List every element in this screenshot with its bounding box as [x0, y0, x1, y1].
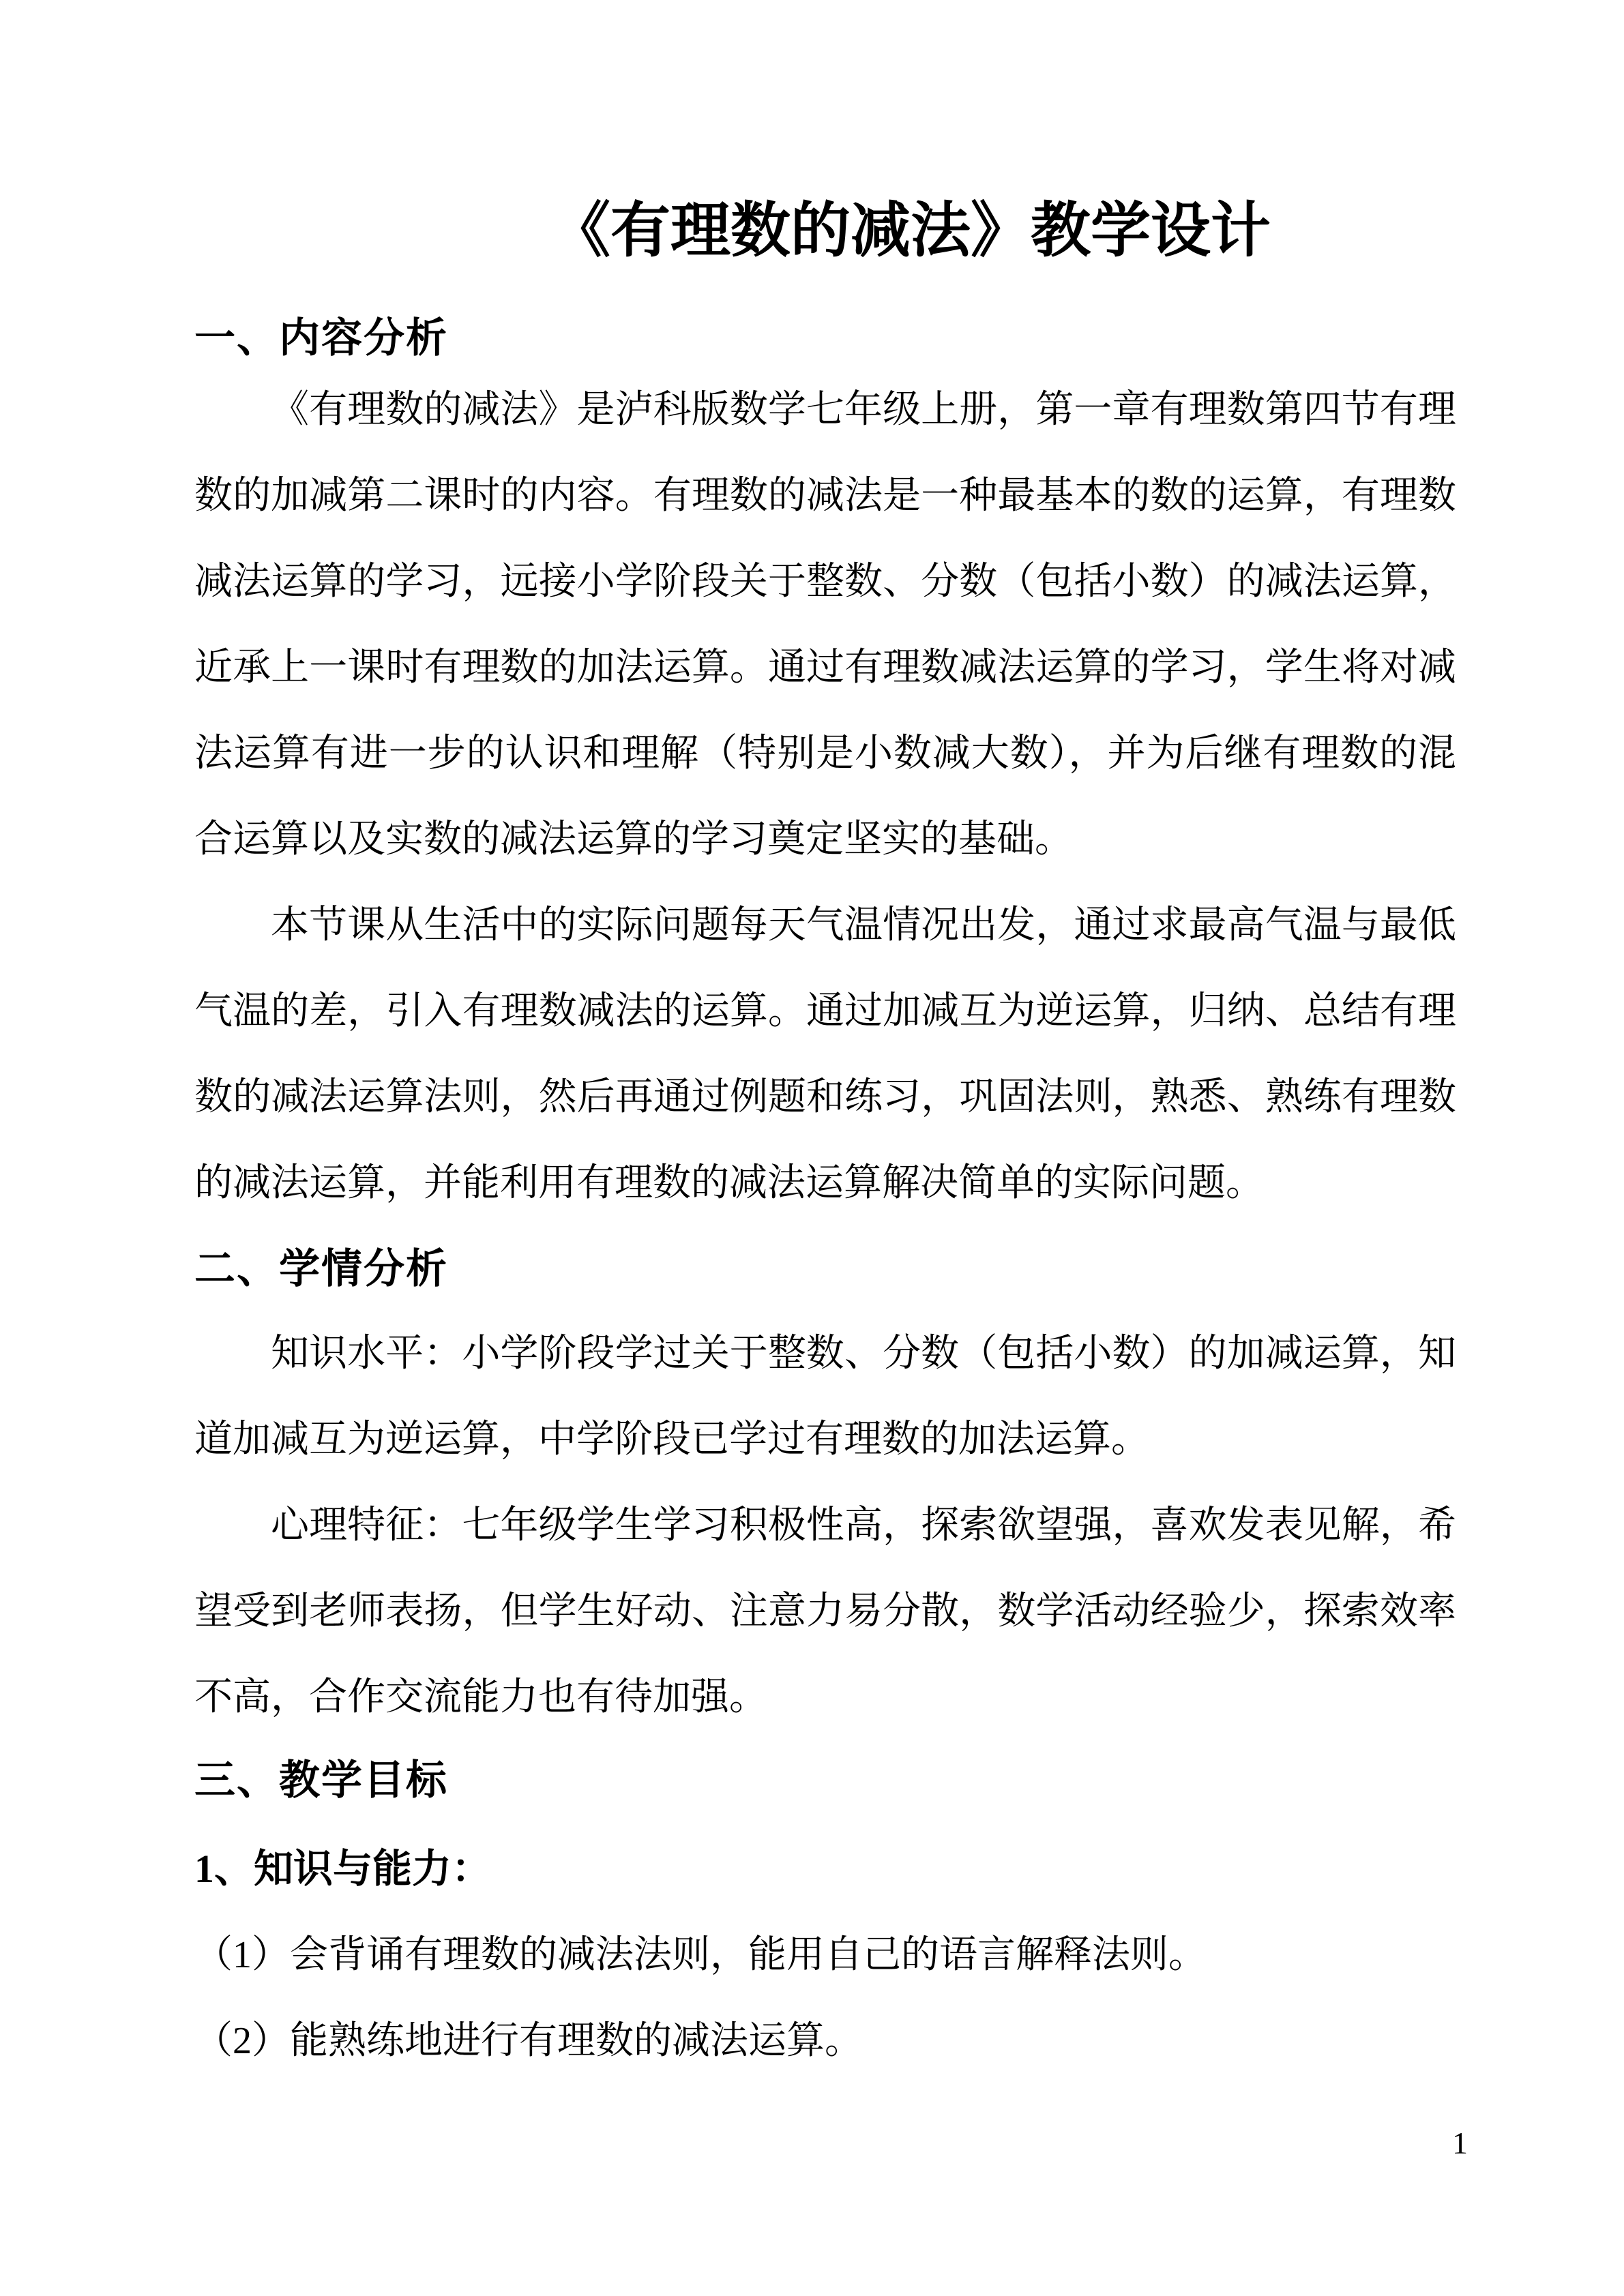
paragraph-content-analysis-1: 《有理数的减法》是泸科版数学七年级上册，第一章有理数第四节有理数的加减第二课时的内容。有理数的减法是一种最基本的数的运算，有理数减法运算的学习，远接小学阶段关于整数、分数（包括小数）的减法运算，近承上一课时有理数的加法运算。通过有理数减法运算的学习，学生将对减法运算有进一步的认识和理解（特别是小数减大数），并为后继有理数的混合运算以及实数的减法运算的学习奠定坚实的基础。: [194, 389, 1456, 861]
section-heading-teaching-goals: 三、教学目标: [194, 1757, 448, 1803]
document-content: [194, 199, 1456, 2084]
page-number: 1: [1452, 2126, 1468, 2160]
subheading-knowledge-ability: 1、知识与能力：: [194, 1847, 492, 1891]
goal-item-2: （2）能熟练地进行有理数的减法运算。: [194, 2020, 863, 2062]
section-heading-learner-analysis: 二、学情分析: [194, 1246, 448, 1292]
paragraph-knowledge-level: 知识水平：小学阶段学过关于整数、分数（包括小数）的加减运算，知道加减互为逆运算，中学阶段已学过有理数的加法运算。: [194, 1332, 1456, 1461]
paragraph-content-analysis-2: 本节课从生活中的实际问题每天气温情况出发，通过求最高气温与最低气温的差，引入有理数减法的运算。通过加减互为逆运算，归纳、总结有理数的减法运算法则，然后再通过例题和练习，巩固法则，熟悉、熟练有理数的减法运算，并能利用有理数的减法运算解决简单的实际问题。: [194, 904, 1456, 1204]
section-heading-content-analysis: 一、内容分析: [194, 315, 448, 361]
document-title: 《有理数的减法》教学设计: [550, 198, 1271, 265]
paragraph-psychological-traits: 心理特征：七年级学生学习积极性高，探索欲望强，喜欢发表见解，希望受到老师表扬，但学生好动、注意力易分散，数学活动经验少，探索效率不高，合作交流能力也有待加强。: [194, 1504, 1456, 1718]
goal-item-1: （1）会背诵有理数的减法法则，能用自己的语言解释法则。: [194, 1934, 1207, 1976]
